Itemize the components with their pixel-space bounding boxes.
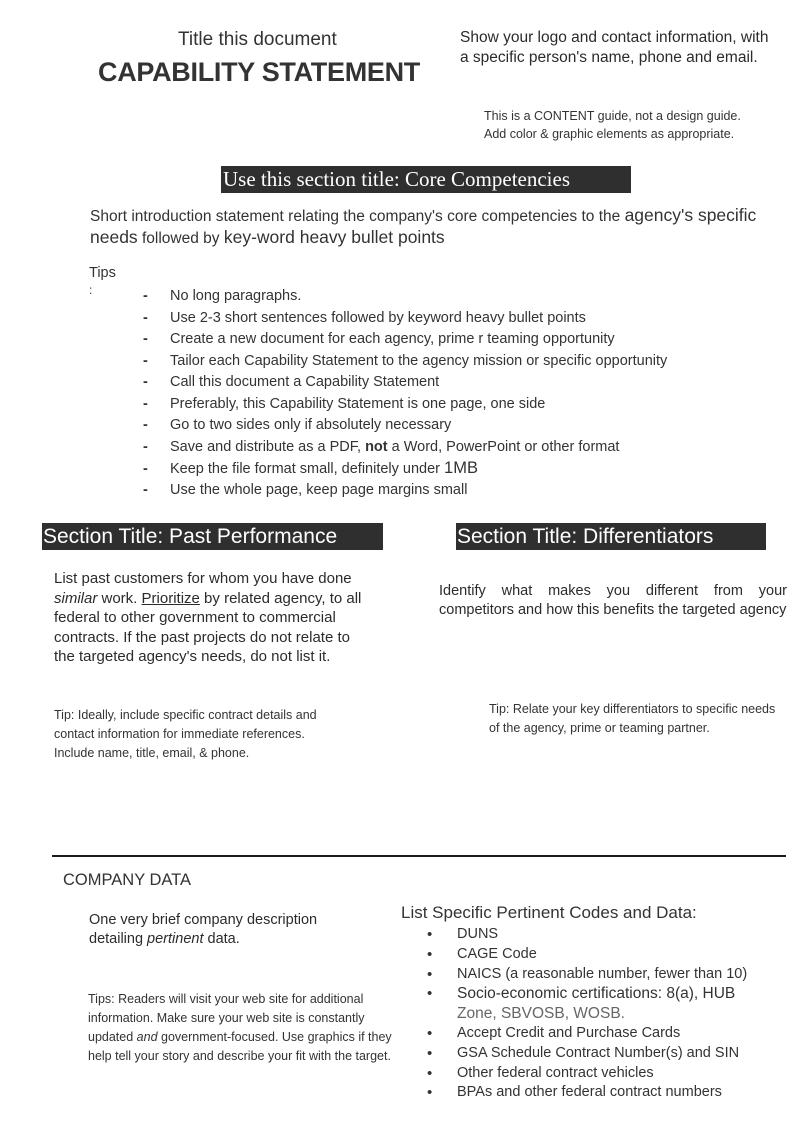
section-divider bbox=[52, 855, 786, 857]
list-item: - Use 2-3 short sentences followed by keyword heavy bullet points bbox=[143, 308, 667, 330]
content-guide-note bbox=[484, 107, 784, 143]
list-item: - Tailor each Capability Statement to the agency mission or specific opportunity bbox=[143, 351, 667, 373]
intro-text-2: agency's specific needs bbox=[90, 205, 757, 247]
list-item: • Other federal contract vehicles bbox=[427, 1064, 787, 1084]
codes-list bbox=[427, 925, 787, 1103]
bullet-icon: - bbox=[143, 481, 148, 498]
bullet-icon: - bbox=[143, 331, 148, 347]
document-subtitle: Title this document bbox=[178, 29, 337, 50]
tips-list bbox=[143, 286, 667, 501]
bullet-icon: - bbox=[143, 417, 148, 433]
intro-text-1: Short introduction statement relating the company's core competencies to the bbox=[90, 208, 625, 225]
list-item: - Use the whole page, keep page margins small bbox=[143, 480, 667, 502]
tips-label: Tips bbox=[89, 265, 116, 281]
intro-text-4: key-word heavy bullet points bbox=[223, 227, 445, 247]
content-note-line-1: This is a CONTENT guide, not a design guide. bbox=[484, 109, 741, 123]
list-item: - Call this document a Capability Statement bbox=[143, 372, 667, 394]
list-item: • CAGE Code bbox=[427, 945, 787, 965]
list-item: • NAICS (a reasonable number, fewer than 10) bbox=[427, 965, 787, 985]
core-intro-statement bbox=[90, 205, 770, 249]
differentiators-tip: Tip: Relate your key differentiators to specific needs of the agency, prime or teaming partner. bbox=[489, 702, 776, 735]
content-note-line-2: Add color & graphic elements as appropriate. bbox=[484, 127, 735, 141]
tips-colon: : bbox=[89, 283, 93, 297]
core-competencies-section-title: Use this section title: Core Competencies bbox=[221, 166, 631, 193]
bullet-icon: - bbox=[143, 352, 148, 369]
list-item: • Accept Credit and Purchase Cards bbox=[427, 1024, 787, 1044]
list-item: • DUNS bbox=[427, 925, 787, 945]
codes-heading: List Specific Pertinent Codes and Data: bbox=[401, 903, 697, 922]
bullet-icon: - bbox=[143, 461, 148, 477]
list-item: • Socio-economic certifications: 8(a), HUB Zone, SBVOSB, WOSB. bbox=[427, 984, 787, 1024]
differentiators-section-title: Section Title: Differentiators bbox=[456, 523, 766, 550]
bullet-icon: - bbox=[143, 374, 148, 390]
list-item: • GSA Schedule Contract Number(s) and SIN bbox=[427, 1044, 787, 1064]
list-item: - Keep the file format small, definitely under 1MB bbox=[143, 458, 667, 480]
bullet-icon: - bbox=[143, 309, 148, 326]
logo-contact-note: Show your logo and contact information, with a specific person's name, phone and email. bbox=[460, 29, 769, 66]
intro-text-3: followed by bbox=[137, 230, 224, 247]
company-description: One very brief company description detailing pertinent data. bbox=[89, 912, 318, 947]
past-performance-text: List past customers for whom you have done similar work. Prioritize by related agency, to all federal to other government to commercial contracts. If the past projects do not relate to the targeted agency's needs, do not list it. bbox=[54, 570, 362, 665]
list-item: - Create a new document for each agency, prime r teaming opportunity bbox=[143, 329, 667, 351]
list-item: - Go to two sides only if absolutely necessary bbox=[143, 415, 667, 437]
bullet-icon: - bbox=[143, 288, 148, 304]
differentiators-text: Identify what makes you different from your competitors and how this benefits the targeted agency bbox=[439, 583, 787, 618]
bullet-icon: - bbox=[143, 438, 148, 455]
company-data-heading: COMPANY DATA bbox=[63, 871, 192, 889]
list-item: - Save and distribute as a PDF, not a Word, PowerPoint or other format bbox=[143, 437, 667, 459]
list-item: • BPAs and other federal contract numbers bbox=[427, 1083, 787, 1103]
past-performance-section-title: Section Title: Past Performance bbox=[42, 523, 383, 550]
document-title: CAPABILITY STATEMENT bbox=[98, 57, 420, 87]
list-item: - Preferably, this Capability Statement is one page, one side bbox=[143, 394, 667, 416]
company-data-tip: Tips: Readers will visit your web site for additional information. Make sure your web site is constantly updated and government-focused. Use graphics if they help tell your story and describe your fit with the target. bbox=[88, 992, 392, 1063]
past-performance-tip: Tip: Ideally, include specific contract details and contact information for immediate references. Include name, title, email, & phone. bbox=[54, 708, 317, 760]
list-item: - No long paragraphs. bbox=[143, 286, 667, 308]
bullet-icon: - bbox=[143, 395, 148, 412]
